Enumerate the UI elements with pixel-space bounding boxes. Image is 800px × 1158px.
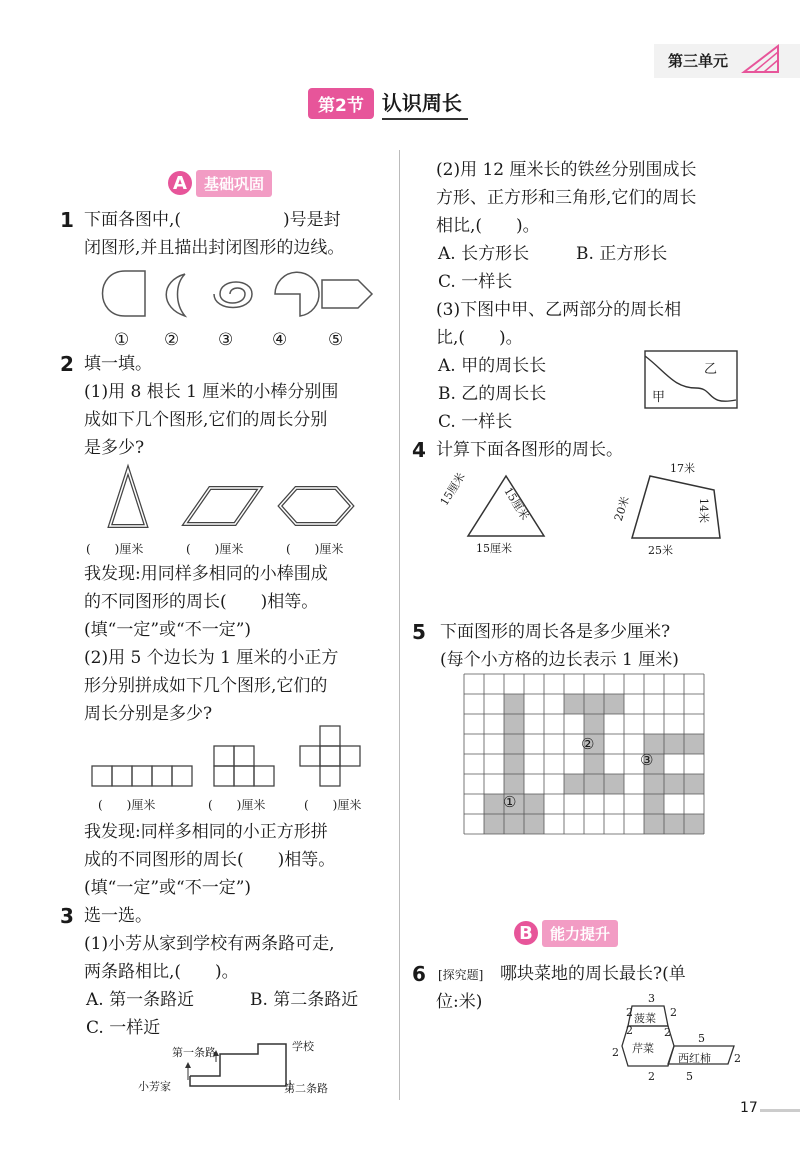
- q5-shaded-cell: [604, 774, 624, 794]
- q2-p2-line-3: 周长分别是多少?: [84, 704, 213, 724]
- q5-shaded-cell: [584, 774, 604, 794]
- q3-p2-line-1: (2)用 12 厘米长的铁丝分别围成长: [436, 160, 697, 180]
- q3-p3-option-b[interactable]: B. 乙的周长长: [438, 384, 547, 404]
- q3-jia-label: 甲: [652, 390, 666, 405]
- q5-shaded-cell: [504, 734, 524, 754]
- q3-p1-option-a[interactable]: A. 第一条路近: [86, 990, 195, 1010]
- part-b-badge: [514, 920, 618, 946]
- q3-p3-line-1: (3)下图中甲、乙两部分的周长相: [436, 300, 682, 320]
- q6-num-5b: 5: [686, 1070, 693, 1083]
- q5-shaded-cell: [524, 794, 544, 814]
- q6-num-5a: 5: [698, 1032, 705, 1045]
- page-number: 17: [740, 1100, 758, 1116]
- q4-triangle-figure: [466, 474, 546, 544]
- q5-number: 5: [412, 620, 426, 644]
- q2-find1-line-1: 我发现:用同样多相同的小棒围成: [84, 564, 328, 584]
- q5-shaded-cell: [684, 814, 704, 834]
- q4-quad-bottom: 25米: [648, 544, 673, 557]
- q5-shaded-cell: [644, 794, 664, 814]
- q2-find2-line-1: 我发现:同样多相同的小正方形拼: [84, 822, 328, 842]
- q3-home-label: 小芳家: [138, 1080, 171, 1093]
- q2-p2-line-2: 形分别拼成如下几个图形,它们的: [84, 676, 328, 696]
- q4-number: 4: [412, 438, 426, 462]
- q5-shaded-cell: [664, 734, 684, 754]
- q2-p1-line-2: 成如下几个图形,它们的周长分别: [84, 410, 328, 430]
- q3-p2-line-2: 方形、正方形和三角形,它们的周长: [436, 188, 697, 208]
- q3-p2-option-c[interactable]: C. 一样长: [438, 272, 513, 292]
- q5-shaded-cell: [644, 814, 664, 834]
- q4-title: 计算下面各图形的周长。: [436, 440, 623, 460]
- q3-p1-line-2[interactable]: 两条路相比,( )。: [84, 962, 239, 982]
- q5-shaded-cell: [604, 694, 624, 714]
- page-number-bar: [760, 1109, 800, 1112]
- q1-shapes-figure: [90, 266, 390, 322]
- section-number: 第2节: [308, 88, 374, 119]
- q2-p2-line-1: (2)用 5 个边长为 1 厘米的小正方: [84, 648, 339, 668]
- column-divider: [399, 150, 400, 1100]
- q3-p3-option-c[interactable]: C. 一样长: [438, 412, 513, 432]
- q1-label-1: ①: [114, 330, 130, 350]
- q5-shaded-cell: [504, 694, 524, 714]
- q2-p1-answer-2[interactable]: ( )厘米: [186, 542, 244, 556]
- q5-shaded-cell: [504, 814, 524, 834]
- q3-title: 选一选。: [84, 906, 152, 926]
- q2-p1-answer-1[interactable]: ( )厘米: [86, 542, 144, 556]
- q3-p2-option-a[interactable]: A. 长方形长: [438, 244, 530, 264]
- q2-p1-line-3: 是多少?: [84, 438, 145, 458]
- q1-label-5: ⑤: [328, 330, 344, 350]
- section-title: 认识周长: [382, 87, 468, 120]
- part-a-letter: A: [168, 171, 192, 195]
- q4-quadrilateral-figure: [630, 470, 730, 542]
- q5-shaded-cell: [664, 814, 684, 834]
- q5-shaded-cell: [564, 774, 584, 794]
- ruler-triangle-icon: [742, 44, 782, 74]
- q4-quad-top: 17米: [670, 462, 695, 475]
- q6-celery-label: 芹菜: [632, 1042, 654, 1055]
- part-a-title: 基础巩固: [196, 170, 272, 197]
- part-a-badge: [168, 170, 272, 196]
- q5-shaded-cell: [524, 814, 544, 834]
- q5-shaded-cell: [684, 734, 704, 754]
- q2-p1-line-1: (1)用 8 根长 1 厘米的小棒分别围: [84, 382, 339, 402]
- q6-num-2f: 2: [734, 1052, 741, 1065]
- q3-p1-option-c[interactable]: C. 一样近: [86, 1018, 161, 1038]
- q6-number: 6: [412, 962, 426, 986]
- q6-tag: [探究题]: [438, 968, 484, 982]
- q3-p3-line-2[interactable]: 比,( )。: [436, 328, 523, 348]
- q5-shaded-cell: [564, 694, 584, 714]
- q6-num-2a: 2: [626, 1006, 633, 1019]
- q3-road1-label: 第一条路: [172, 1046, 216, 1059]
- q3-road2-label: 第二条路: [284, 1082, 328, 1095]
- q5-shaded-cell: [644, 774, 664, 794]
- q3-p3-option-a[interactable]: A. 甲的周长长: [438, 356, 547, 376]
- q2-number: 2: [60, 352, 74, 376]
- q1-label-3: ③: [218, 330, 234, 350]
- q2-find2-line-3: (填“一定”或“不一定”): [84, 878, 252, 898]
- q2-p2-answer-2[interactable]: ( )厘米: [208, 798, 266, 812]
- q1-label-2: ②: [164, 330, 180, 350]
- q6-num-2b: 2: [670, 1006, 677, 1019]
- q4-tri-left: 15厘米: [437, 470, 468, 508]
- q6-num-2g: 2: [648, 1070, 655, 1083]
- q5-label-2: ②: [581, 735, 595, 753]
- q3-p1-option-b[interactable]: B. 第二条路近: [250, 990, 359, 1010]
- q5-label-1: ①: [503, 793, 517, 811]
- q2-p2-answer-3[interactable]: ( )厘米: [304, 798, 362, 812]
- q5-shaded-cell: [484, 814, 504, 834]
- q2-p1-answer-3[interactable]: ( )厘米: [286, 542, 344, 556]
- q3-number: 3: [60, 904, 74, 928]
- unit-label: 第三单元: [668, 52, 729, 70]
- q2-title: 填一填。: [84, 354, 152, 374]
- q1-line-1: 下面各图中,( )号是封: [84, 210, 341, 230]
- q6-line-1: 哪块菜地的周长最长?(单: [500, 964, 686, 984]
- q5-shaded-cell: [504, 754, 524, 774]
- q3-school-label: 学校: [292, 1040, 314, 1053]
- q5-label-3: ③: [640, 751, 654, 769]
- q6-num-2c: 2: [626, 1024, 633, 1037]
- q5-shaded-cell: [664, 774, 684, 794]
- q4-quad-left: 20米: [611, 494, 632, 523]
- q6-num-2e: 2: [612, 1046, 619, 1059]
- q3-p1-line-1: (1)小芳从家到学校有两条路可走,: [84, 934, 335, 954]
- q2-find2-line-2[interactable]: 成的不同图形的周长( )相等。: [84, 850, 336, 870]
- q5-shaded-cell: [504, 714, 524, 734]
- q2-square-shapes-figure: [90, 722, 390, 794]
- q5-grid-figure: [464, 674, 716, 846]
- q5-shaded-cell: [484, 794, 504, 814]
- q3-p2-option-b[interactable]: B. 正方形长: [576, 244, 668, 264]
- q5-shaded-cell: [684, 774, 704, 794]
- q2-find1-line-3: (填“一定”或“不一定”): [84, 620, 252, 640]
- q5-line-2: (每个小方格的边长表示 1 厘米): [440, 650, 679, 670]
- q2-p2-answer-1[interactable]: ( )厘米: [98, 798, 156, 812]
- q4-tri-right: 15厘米: [501, 485, 532, 523]
- q4-quad-right: 14米: [697, 498, 710, 523]
- part-b-title: 能力提升: [542, 920, 618, 947]
- q3-p2-line-3[interactable]: 相比,( )。: [436, 216, 540, 236]
- q6-spinach-label: 菠菜: [634, 1012, 656, 1025]
- q1-label-4: ④: [272, 330, 288, 350]
- section-heading: [308, 88, 468, 118]
- q6-num-top: 3: [648, 992, 655, 1005]
- q6-tomato-label: 西红柿: [678, 1052, 711, 1065]
- q5-shaded-cell: [584, 694, 604, 714]
- q2-find1-line-2[interactable]: 的不同图形的周长( )相等。: [84, 592, 319, 612]
- q6-num-2d: 2: [664, 1026, 671, 1039]
- q3-yi-label: 乙: [704, 362, 718, 377]
- q1-line-2: 闭图形,并且描出封闭图形的边线。: [84, 238, 345, 258]
- q6-line-2: 位:米): [436, 992, 483, 1012]
- part-b-letter: B: [514, 921, 538, 945]
- q5-line-1: 下面图形的周长各是多少厘米?: [440, 622, 671, 642]
- q2-stick-shapes-figure: [100, 466, 400, 532]
- q4-tri-bottom: 15厘米: [476, 542, 512, 555]
- q1-number: 1: [60, 208, 74, 232]
